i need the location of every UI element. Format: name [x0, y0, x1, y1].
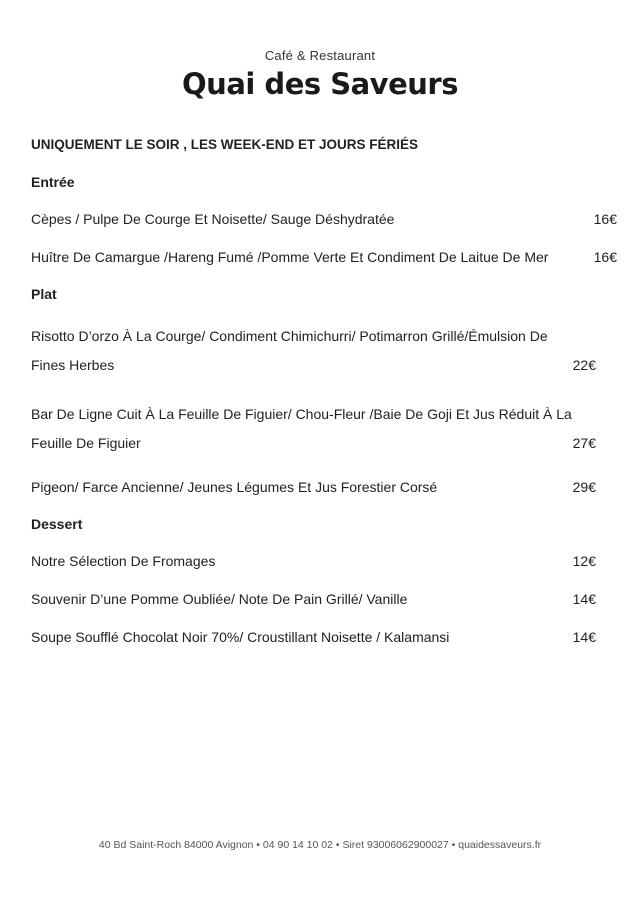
menu-item-name: Pigeon/ Farce Ancienne/ Jeunes Légumes Et Jus Forestier Corsé: [31, 479, 438, 495]
menu-item: [31, 322, 611, 380]
menu-item: [31, 248, 617, 266]
service-notice: UNIQUEMENT LE SOIR , LES WEEK-END ET JOURS FÉRIÉS: [31, 137, 419, 152]
menu-item-name-line2: Fines Herbes: [31, 357, 115, 373]
menu-item-name: Cèpes / Pulpe De Courge Et Noisette/ Sauge Déshydratée: [31, 211, 395, 227]
menu-item: [31, 210, 617, 228]
restaurant-header: [0, 48, 640, 101]
menu-item-price: 14€: [572, 629, 596, 645]
menu-item-price: 22€: [572, 357, 596, 373]
menu-item: [31, 628, 611, 646]
menu-item-price: 12€: [572, 553, 596, 569]
section-title-plat: Plat: [31, 286, 57, 302]
restaurant-logo: Quai des Saveurs: [182, 67, 458, 101]
menu-item-price: 16€: [593, 249, 617, 265]
footer-contact: 40 Bd Saint-Roch 84000 Avignon • 04 90 14 10 02 • Siret 93006062900027 • quaidessaveurs.fr: [98, 839, 542, 851]
menu-item-name: Soupe Soufflé Chocolat Noir 70%/ Croustillant Noisette / Kalamansi: [31, 629, 450, 645]
menu-item: [31, 590, 611, 608]
menu-item: [31, 400, 611, 458]
menu-content: [31, 137, 617, 666]
menu-item: [31, 478, 611, 496]
section-title-dessert: Dessert: [31, 516, 83, 532]
menu-item-price: 14€: [572, 591, 596, 607]
menu-item: [31, 552, 611, 570]
menu-item-name-line1: Bar De Ligne Cuit À La Feuille De Figuier/ Chou-Fleur /Baie De Goji Et Jus Réduit À La: [31, 406, 572, 422]
section-title-entree: Entrée: [31, 174, 75, 190]
menu-item-name-line2: Feuille De Figuier: [31, 435, 141, 451]
menu-item-name: Huître De Camargue /Hareng Fumé /Pomme Verte Et Condiment De Laitue De Mer: [31, 249, 549, 265]
header-subtitle: Café & Restaurant: [264, 48, 376, 63]
menu-item-price: 29€: [572, 479, 596, 495]
menu-item-name: Souvenir D’une Pomme Oubliée/ Note De Pain Grillé/ Vanille: [31, 591, 408, 607]
menu-item-price: 27€: [572, 435, 596, 451]
menu-item-price: 16€: [593, 211, 617, 227]
menu-item-name: Notre Sélection De Fromages: [31, 553, 216, 569]
menu-item-name-line1: Risotto D’orzo À La Courge/ Condiment Chimichurri/ Potimarron Grillé/Émulsion De: [31, 328, 548, 344]
